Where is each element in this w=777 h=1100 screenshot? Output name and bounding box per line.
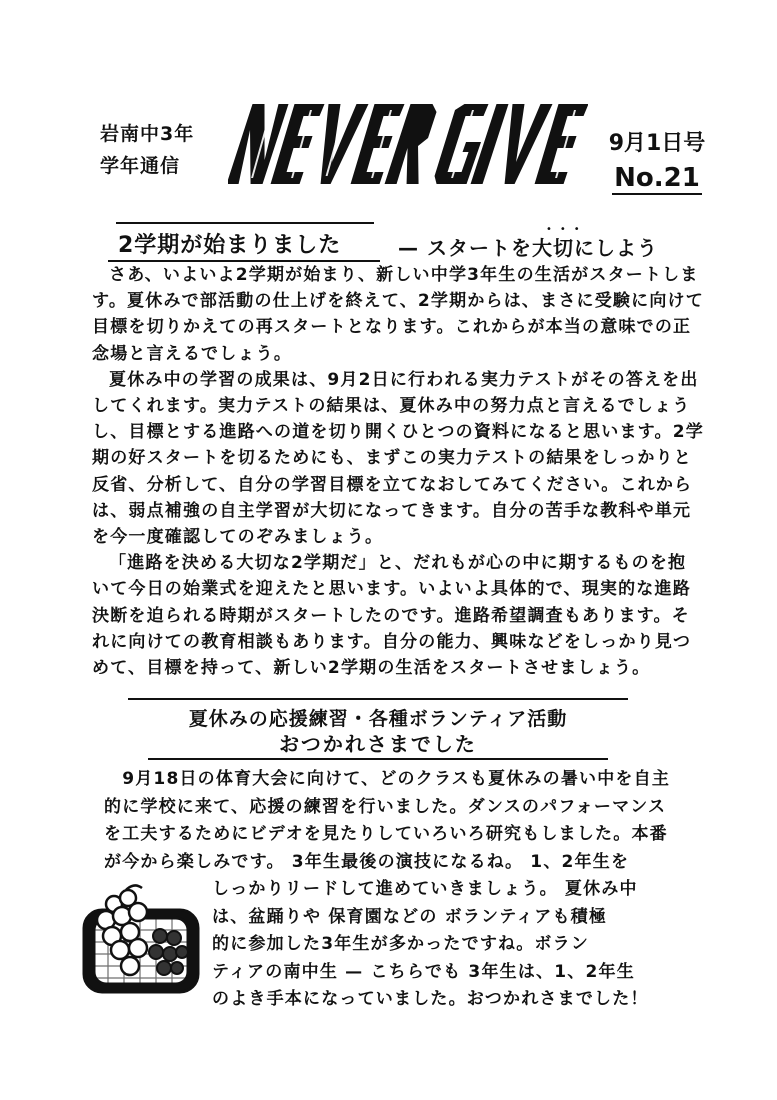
section1-title: 2学期が始まりました: [118, 233, 342, 258]
section2-body: [104, 766, 704, 876]
text-line: が今から楽しみです。 3年生最後の演技になるね。 1、2年生を: [104, 851, 630, 872]
text-line: ティアの南中生 — こちらでも 3年生は、1、2年生: [212, 961, 635, 982]
text-line: しっかりリードして進めていきましょう。 夏休み中: [212, 879, 638, 899]
section2-title-line1: 夏休みの応援練習・各種ボランティア活動: [188, 708, 568, 730]
issue-date: 9月1日号: [608, 131, 706, 156]
grapes-basket-illustration: [76, 880, 206, 1000]
emphasis-dots: •••: [546, 224, 588, 235]
paragraph: 「進路を決める大切な2学期だ」と、だれもが心の中に期するものを抱いて今日の始業式を迎えたと思います。いよいよ具体的で、現実的な進路決断を迫られる時期がスタートしたのです。進路希望調査もあります。それに向けての教育相談もあります。自分の能力、興味などをしっかり見つめて、目標を持って、新しい2学期の生活をスタートさせましょう。: [92, 553, 692, 679]
text-line: は、盆踊りや 保育園などの ボランティアも積極: [212, 906, 608, 927]
paragraph: 夏休み中の学習の成果は、9月2日に行われる実力テストがその答えを出してくれます。実力テストの結果は、夏休み中の努力点と言えるでしょうし、目標とする進路への道を切り開くひとつの資料になると思います。2学期の好スタートを切るためにも、まずこの実力テストの結果をしっかりと反省、分析して、自分の学習目標を立てなおしてみてください。これからは、弱点補強の自主学習が大切になってきます。自分の苦手な教科や単元を今一度確認してのぞみましょう。: [92, 369, 704, 548]
issue-info: [602, 126, 712, 195]
text-line: 的に参加した3年生が多かったですね。ボラン: [212, 934, 590, 954]
issue-number: No.21: [614, 163, 700, 193]
section1-subtitle: — スタートを大切にしよう: [398, 236, 658, 260]
text-line: 的に学校に来て、応援の練習を行いました。ダンスのパフォーマンス: [104, 796, 667, 817]
section1-heading: [108, 222, 698, 262]
section2-title-line2: おつかれさまでした: [279, 732, 477, 756]
section2-wrapped-text: [212, 876, 702, 1014]
heading-rule-top: [128, 698, 628, 700]
heading-rule-top: [116, 222, 374, 224]
section2-heading: [128, 698, 628, 764]
school-line-2: 学年通信: [100, 155, 181, 177]
masthead-logo: [228, 90, 588, 200]
text-line: 9月18日の体育大会に向けて、どのクラスも夏休みの暑い中を自主: [104, 769, 671, 789]
paragraph: さあ、いよいよ2学期が始まり、新しい中学3年生の生活がスタートします。夏休みで部活動の仕上げを終えて、2学期からは、まさに受験に向けて目標を切りかえての再スタートとなります。これからが本当の意味での正念場と言えるでしょう。: [92, 265, 704, 364]
section1-body: [92, 262, 704, 681]
text-line: のよき手本になっていました。おつかれさまでした！: [212, 989, 649, 1009]
school-name: [100, 118, 220, 182]
heading-rule-bottom: [148, 758, 608, 760]
text-line: を工夫するためにビデオを見たりしていろいろ研究もしました。本番: [104, 824, 668, 844]
svg-text:NEVER GIVE UP: NEVER GIVE UP: [228, 198, 236, 199]
school-line-1: 岩南中3年: [100, 123, 195, 145]
